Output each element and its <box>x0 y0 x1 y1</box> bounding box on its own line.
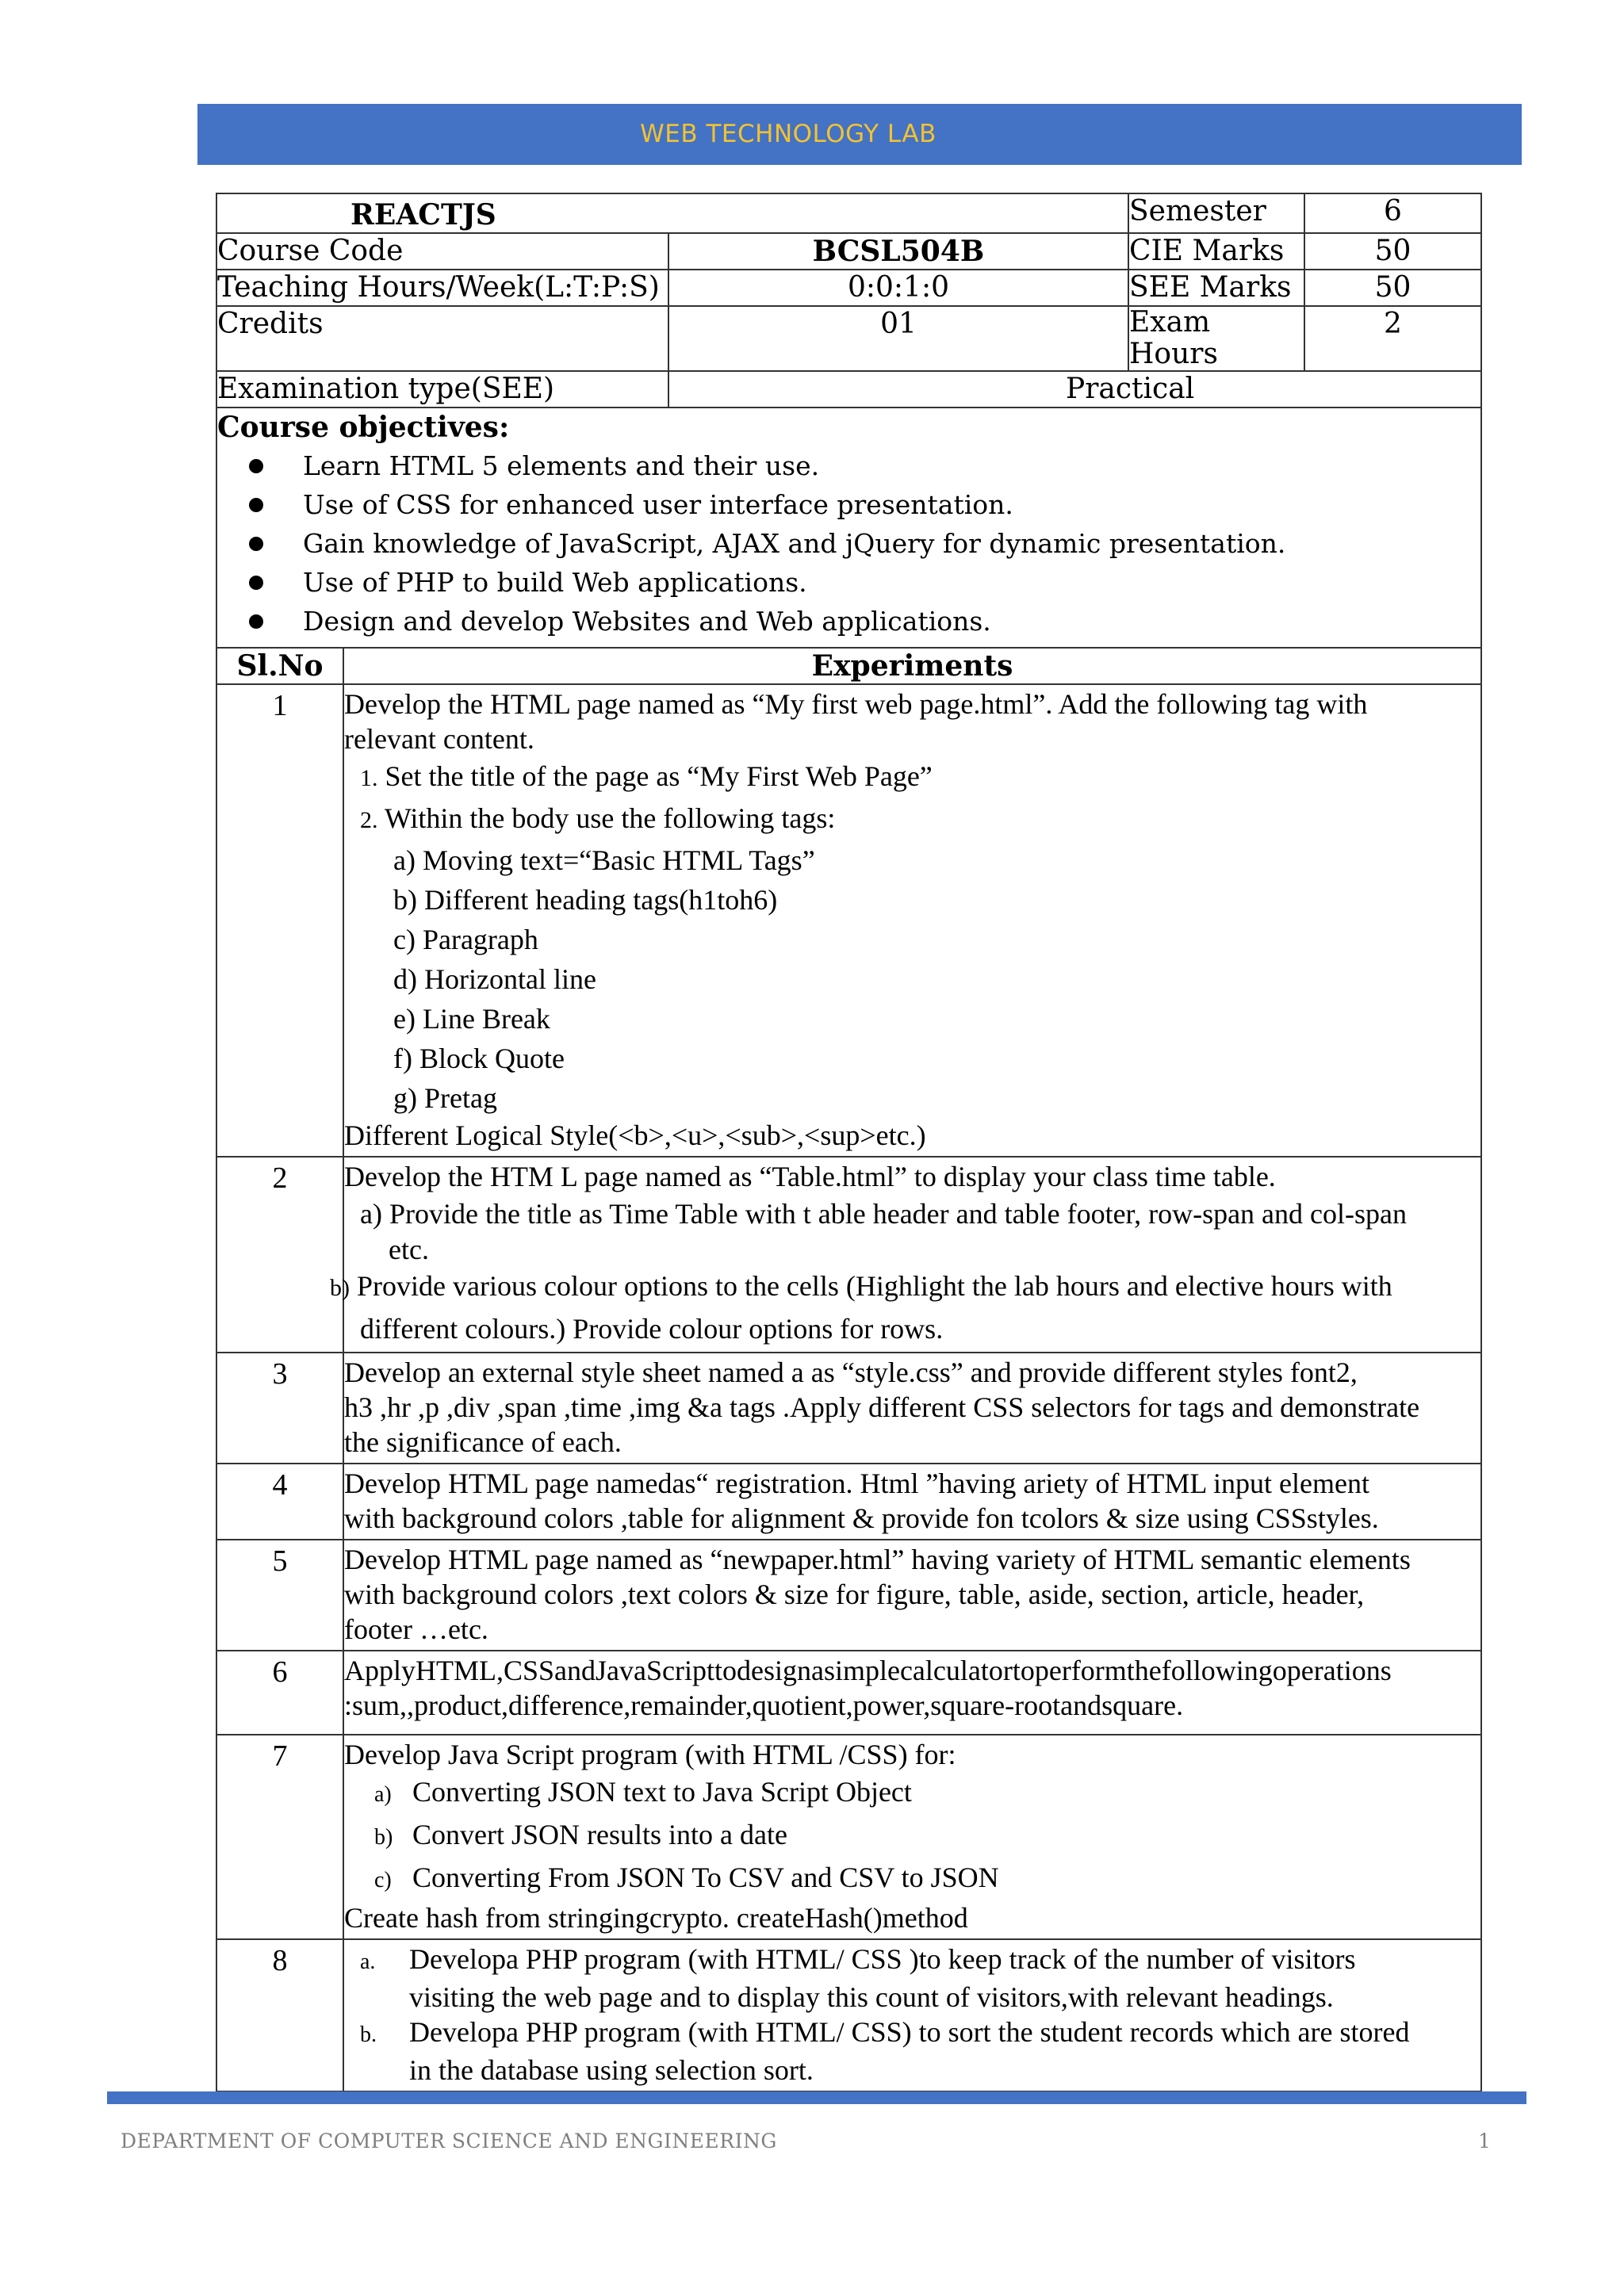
sl-no-header: Sl.No <box>216 648 343 684</box>
experiments-header-row <box>216 648 1481 684</box>
objective-item: Design and develop Websites and Web applications. <box>217 602 1480 641</box>
experiment-1-text <box>343 684 1481 1157</box>
experiment-row-2 <box>216 1157 1481 1353</box>
experiment-row-7 <box>216 1735 1481 1939</box>
course-code-value: BCSL504B <box>668 233 1128 270</box>
experiment-number: 3 <box>216 1353 343 1464</box>
experiment-number: 8 <box>216 1939 343 2091</box>
exam-type-value: Practical <box>668 371 1481 408</box>
course-table <box>216 193 1482 2092</box>
experiment-1-item: g) Pretag <box>393 1082 497 1114</box>
experiment-1-intro-line2: relevant content. <box>344 723 534 755</box>
row-credits <box>216 306 1481 371</box>
experiment-2-b-line1: b) Provide various colour options to the cells (Highlight the lab hours and elective hours with <box>330 1270 1392 1302</box>
experiment-row-3 <box>216 1353 1481 1464</box>
experiment-1-outro: Different Logical Style(<b>,<u>,<sub>,<sup>etc.) <box>344 1119 926 1151</box>
row-exam-type <box>216 371 1481 408</box>
teaching-hours-value: 0:0:1:0 <box>668 270 1128 306</box>
objective-item: Gain knowledge of JavaScript, AJAX and jQuery for dynamic presentation. <box>217 524 1480 563</box>
experiment-1-intro-line1: Develop the HTML page named as “My first web page.html”. Add the following tag with <box>344 688 1368 720</box>
experiment-5-text <box>343 1540 1481 1651</box>
experiment-7-item: b) Convert JSON results into a date <box>374 1819 787 1850</box>
experiment-row-1 <box>216 684 1481 1157</box>
experiment-1-step2: 2. Within the body use the following tags: <box>360 802 836 834</box>
experiment-number: 5 <box>216 1540 343 1651</box>
row-objectives <box>216 408 1481 648</box>
experiment-1-item: e) Line Break <box>393 1003 550 1035</box>
experiment-1-step1: 1. Set the title of the page as “My First Web Page” <box>360 760 933 792</box>
bullet-icon <box>249 498 263 512</box>
experiment-1-item: d) Horizontal line <box>393 963 596 995</box>
experiment-row-8 <box>216 1939 1481 2091</box>
experiment-6-line2: :sum,,product,difference,remainder,quotient,power,square-rootandsquare. <box>344 1689 1184 1721</box>
row-course-name <box>216 193 1481 233</box>
footer-department: DEPARTMENT OF COMPUTER SCIENCE AND ENGINEERING <box>121 2130 777 2152</box>
experiment-3-line3: the significance of each. <box>344 1426 622 1458</box>
experiment-1-item: c) Paragraph <box>393 924 538 955</box>
experiment-number: 4 <box>216 1464 343 1540</box>
objective-item: Learn HTML 5 elements and their use. <box>217 446 1480 485</box>
experiment-number: 7 <box>216 1735 343 1939</box>
experiment-2-text <box>330 1157 1481 1353</box>
header-band <box>197 104 1522 165</box>
see-marks-value: 50 <box>1304 270 1481 306</box>
exam-hours-label <box>1128 306 1304 371</box>
experiment-1-item: a) Moving text=“Basic HTML Tags” <box>393 844 815 876</box>
objective-item: Use of CSS for enhanced user interface presentation. <box>217 485 1480 524</box>
experiment-3-line2: h3 ,hr ,p ,div ,span ,time ,img &a tags .Apply different CSS selectors for tags and demonstrate <box>344 1391 1420 1423</box>
experiment-2-b-line2: different colours.) Provide colour options for rows. <box>360 1313 944 1345</box>
exam-hours-value: 2 <box>1304 306 1481 371</box>
teaching-hours-label: Teaching Hours/Week(L:T:P:S) <box>216 270 668 306</box>
experiments-header: Experiments <box>343 648 1481 684</box>
experiment-6-line1: ApplyHTML,CSSandJavaScripttodesignasimplecalculatortoperformthefollowingoperations <box>344 1655 1392 1686</box>
experiment-5-line3: footer …etc. <box>344 1613 488 1645</box>
experiment-1-item: f) Block Quote <box>393 1043 565 1074</box>
experiment-row-4 <box>216 1464 1481 1540</box>
experiment-number: 2 <box>216 1157 343 1353</box>
bullet-icon <box>249 459 263 473</box>
page-number: 1 <box>1478 2130 1491 2152</box>
exam-type-label: Examination type(SEE) <box>216 371 668 408</box>
experiment-3-text <box>343 1353 1481 1464</box>
experiment-2-intro: Develop the HTM L page named as “Table.html” to display your class time table. <box>344 1161 1276 1192</box>
experiment-7-intro: Develop Java Script program (with HTML /CSS) for: <box>344 1739 956 1770</box>
row-teaching-hours <box>216 270 1481 306</box>
experiment-3-line1: Develop an external style sheet named a as “style.css” and provide different styles font2, <box>344 1357 1358 1388</box>
objectives-cell <box>216 408 1481 648</box>
row-course-code <box>216 233 1481 270</box>
objective-item: Use of PHP to build Web applications. <box>217 563 1480 602</box>
header-title: WEB TECHNOLOGY LAB <box>640 120 936 148</box>
bullet-icon <box>249 614 263 629</box>
course-name: REACTJS <box>216 193 1128 233</box>
experiment-8-b-line2: in the database using selection sort. <box>409 2054 814 2086</box>
objectives-list <box>217 446 1480 641</box>
experiment-7-item: a) Converting JSON text to Java Script Object <box>374 1776 912 1808</box>
exam-hours-label-line2: Hours <box>1129 338 1218 370</box>
experiment-8-text <box>343 1939 1481 2091</box>
experiment-4-line1: Develop HTML page namedas“ registration. Html ”having ariety of HTML input element <box>344 1468 1369 1499</box>
credits-value: 01 <box>668 306 1128 371</box>
experiment-8-a-line1: a. Developa PHP program (with HTML/ CSS )to keep track of the number of visitors <box>360 1943 1356 1975</box>
experiment-4-line2: with background colors ,table for alignment & provide fon tcolors & size using CSSstyles. <box>344 1502 1379 1534</box>
experiment-6-text <box>343 1651 1481 1735</box>
experiment-1-item: b) Different heading tags(h1toh6) <box>393 884 778 916</box>
experiment-8-a-line2: visiting the web page and to display this count of visitors,with relevant headings. <box>409 1981 1334 2013</box>
experiment-row-6 <box>216 1651 1481 1735</box>
semester-value: 6 <box>1304 193 1481 233</box>
experiment-number: 6 <box>216 1651 343 1735</box>
see-marks-label: SEE Marks <box>1128 270 1304 306</box>
experiment-row-5 <box>216 1540 1481 1651</box>
bullet-icon <box>249 576 263 590</box>
objectives-heading: Course objectives: <box>217 411 510 444</box>
exam-hours-label-line1: Exam <box>1129 306 1211 339</box>
semester-label: Semester <box>1128 193 1304 233</box>
cie-marks-value: 50 <box>1304 233 1481 270</box>
experiment-2-a-line2: etc. <box>389 1234 429 1265</box>
credits-label: Credits <box>216 306 668 371</box>
experiment-4-text <box>343 1464 1481 1540</box>
experiment-5-line2: with background colors ,text colors & size for figure, table, aside, section, article, header, <box>344 1578 1365 1610</box>
bullet-icon <box>249 537 263 551</box>
footer-band <box>107 2091 1526 2104</box>
experiment-7-item: c) Converting From JSON To CSV and CSV to JSON <box>374 1862 999 1893</box>
experiment-2-a-line1: a) Provide the title as Time Table with t able header and table footer, row-span and col-span <box>360 1198 1407 1230</box>
course-code-label: Course Code <box>216 233 668 270</box>
experiment-5-line1: Develop HTML page named as “newpaper.html” having variety of HTML semantic elements <box>344 1544 1411 1575</box>
experiment-number: 1 <box>216 684 343 1157</box>
experiment-8-b-line1: b. Developa PHP program (with HTML/ CSS) to sort the student records which are stored <box>360 2016 1410 2048</box>
cie-marks-label: CIE Marks <box>1128 233 1304 270</box>
experiment-7-text <box>343 1735 1481 1939</box>
experiment-7-outro: Create hash from stringingcrypto. createHash()method <box>344 1902 968 1934</box>
